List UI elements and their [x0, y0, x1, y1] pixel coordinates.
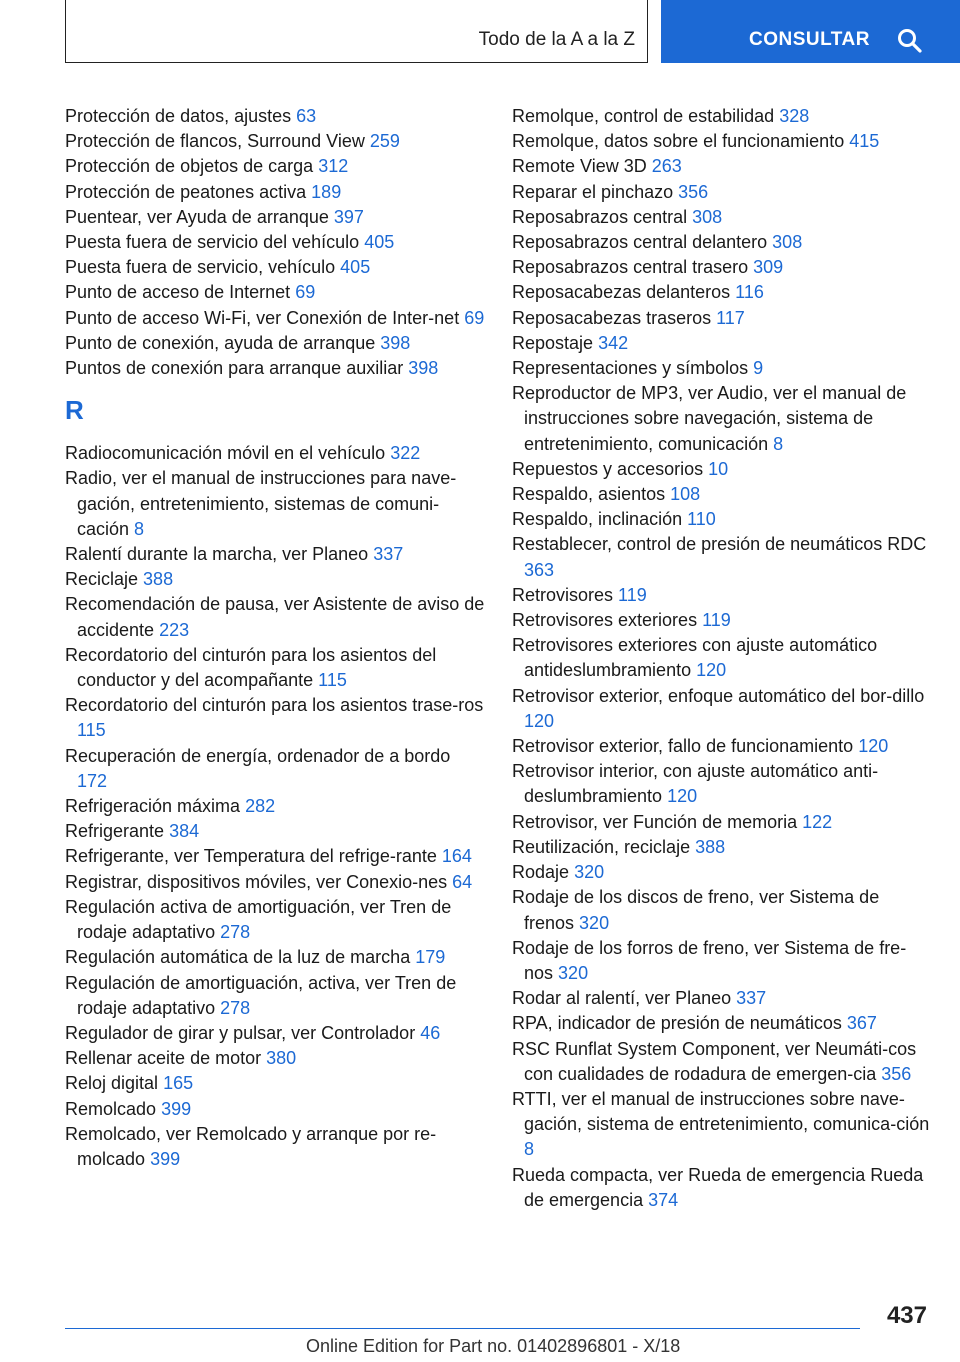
page-link[interactable]: 405 — [340, 257, 371, 278]
page-link[interactable]: 405 — [364, 232, 395, 253]
page-link[interactable]: 388 — [695, 836, 726, 857]
index-entry — [65, 1021, 485, 1046]
page-link[interactable]: 263 — [651, 156, 682, 177]
index-entry — [512, 482, 932, 507]
index-entry-text: Registrar, dispositivos móviles, ver Conexio‐nes — [65, 871, 448, 892]
index-entry-text: Remolque, control de estabilidad — [512, 106, 775, 126]
consult-label: CONSULTAR — [749, 29, 870, 50]
index-entry — [512, 860, 932, 885]
page-link[interactable]: 122 — [802, 811, 833, 832]
index-entry — [65, 971, 485, 1021]
index-entry-text: Rodaje — [512, 862, 570, 883]
index-entry-text: Respaldo, inclinación — [512, 509, 683, 530]
index-entry-text: Remolque, datos sobre el funcionamiento — [512, 131, 845, 152]
index-entry — [512, 532, 932, 582]
page-link[interactable]: 308 — [772, 232, 803, 253]
page-link[interactable]: 69 — [464, 307, 485, 328]
index-entry-text: Retrovisores — [512, 584, 614, 605]
index-entry — [65, 104, 485, 129]
index-entry — [65, 466, 485, 542]
page-link[interactable]: 115 — [318, 670, 347, 691]
index-entry-text: Rodar al ralentí, ver Planeo — [512, 988, 732, 1009]
page-link[interactable]: 172 — [77, 770, 108, 791]
index-entry-text: Regulación automática de la luz de marcha — [65, 947, 411, 968]
page-link[interactable]: 415 — [849, 131, 880, 152]
index-entry-text: Punto de acceso de Internet — [65, 282, 291, 303]
page-link[interactable]: 9 — [753, 358, 764, 379]
index-entry-text: Recordatorio del cinturón para los asientos del conductor y del acompañante — [65, 644, 437, 691]
index-entry — [65, 844, 485, 869]
index-entry — [512, 1011, 932, 1036]
index-entry — [65, 794, 485, 819]
page-link[interactable]: 10 — [708, 458, 729, 479]
index-entry — [65, 542, 485, 567]
index-entry-text: Respaldo, asientos — [512, 484, 666, 505]
index-entry — [512, 986, 932, 1011]
index-entry-text: RTTI, ver el manual de instrucciones sobre nave‐gación, sistema de entretenimiento, comunica‐ción — [512, 1088, 930, 1135]
page-link[interactable]: 108 — [670, 484, 701, 505]
index-entry-text: Reposabrazos central trasero — [512, 257, 749, 278]
index-entry-text: Protección de datos, ajustes — [65, 106, 292, 126]
index-entry — [512, 759, 932, 809]
page-link[interactable]: 342 — [598, 332, 629, 353]
index-entry-text: Restablecer, control de presión de neumáticos RDC — [512, 534, 927, 555]
index-entry-text: Protección de flancos, Surround View — [65, 131, 365, 152]
index-entry — [65, 870, 485, 895]
index-entry — [512, 306, 932, 331]
section-letter: R — [65, 395, 84, 426]
index-entry — [65, 744, 485, 794]
page-link[interactable]: 282 — [245, 796, 276, 817]
page-link[interactable]: 46 — [420, 1022, 441, 1043]
entries-section-r — [65, 441, 485, 1172]
index-entry — [512, 381, 932, 457]
index-entry-text: Rodaje de los discos de freno, ver Sistema de frenos — [512, 887, 880, 933]
page-number: 437 — [886, 1302, 927, 1329]
page-link[interactable]: 165 — [163, 1073, 194, 1094]
page-link[interactable]: 110 — [687, 509, 716, 530]
index-entry-text: Repuestos y accesorios — [512, 458, 704, 479]
index-entry — [512, 205, 932, 230]
index-entry-text: Reutilización, reciclaje — [512, 836, 691, 857]
page-link[interactable]: 259 — [369, 131, 400, 152]
page-link[interactable]: 119 — [618, 584, 647, 605]
index-entry-text: Reposabrazos central delantero — [512, 232, 768, 253]
consult-button[interactable] — [661, 0, 960, 63]
index-column-left — [65, 104, 485, 1172]
page-link[interactable]: 120 — [858, 736, 889, 757]
index-tab-label: Todo de la A a la Z — [478, 29, 635, 50]
index-entry-text: Reposabrazos central — [512, 206, 688, 227]
page-link[interactable]: 120 — [696, 660, 727, 681]
index-entry — [65, 180, 485, 205]
index-entry-text: Recordatorio del cinturón para los asientos trase‐ros — [65, 695, 484, 716]
index-entry — [65, 255, 485, 280]
page-link[interactable]: 117 — [716, 307, 745, 328]
index-entry — [65, 441, 485, 466]
index-column-right — [512, 104, 932, 1213]
index-entry — [65, 895, 485, 945]
page-link[interactable]: 388 — [143, 569, 174, 590]
index-entry — [512, 684, 932, 734]
index-entry-text: Radiocomunicación móvil en el vehículo — [65, 443, 386, 464]
index-entry-text: Retrovisor interior, con ajuste automático anti‐deslumbramiento — [512, 761, 879, 807]
index-entry — [512, 1037, 932, 1087]
index-entry-text: Puntos de conexión para arranque auxiliar — [65, 358, 404, 379]
index-entry — [512, 507, 932, 532]
index-entry — [65, 567, 485, 592]
index-entry — [512, 608, 932, 633]
index-entry-text: Refrigerante, ver Temperatura del refrige‐rante — [65, 846, 437, 867]
index-entry-text: Retrovisor exterior, enfoque automático del bor‐dillo — [512, 685, 925, 706]
page-link[interactable]: 320 — [579, 912, 610, 933]
page-link[interactable]: 399 — [161, 1098, 192, 1119]
index-entry — [65, 693, 485, 743]
index-entry-text: Reloj digital — [65, 1073, 159, 1094]
page-link[interactable]: 8 — [134, 518, 145, 539]
index-entry-text: Ralentí durante la marcha, ver Planeo — [65, 544, 369, 565]
index-entry-text: Remolcado, ver Remolcado y arranque por re‐molcado — [65, 1123, 437, 1169]
index-entry — [512, 835, 932, 860]
page-link[interactable]: 328 — [779, 106, 810, 126]
index-entry — [512, 255, 932, 280]
page-link[interactable]: 367 — [846, 1013, 877, 1034]
page-link[interactable]: 399 — [150, 1148, 181, 1169]
page-link[interactable]: 116 — [735, 282, 764, 303]
index-entry — [512, 104, 932, 129]
index-entry-text: Puesta fuera de servicio, vehículo — [65, 257, 336, 278]
index-entry-text: Reciclaje — [65, 569, 139, 590]
page-link[interactable]: 398 — [380, 332, 411, 353]
index-entry — [65, 819, 485, 844]
index-entry-text: Retrovisores exteriores con ajuste automático antideslumbramiento — [512, 635, 878, 681]
entries-before-section — [65, 104, 485, 381]
index-entry — [512, 280, 932, 305]
page-link[interactable]: 337 — [736, 988, 767, 1009]
page-link[interactable]: 320 — [558, 962, 589, 983]
page-link[interactable]: 120 — [524, 710, 555, 731]
index-entry-text: Reparar el pinchazo — [512, 181, 674, 202]
page-link[interactable]: 398 — [408, 358, 439, 379]
index-entry — [512, 129, 932, 154]
index-entry-text: Reposacabezas traseros — [512, 307, 712, 328]
page-link[interactable]: 308 — [692, 206, 723, 227]
index-entry — [512, 583, 932, 608]
index-entry-text: Rodaje de los forros de freno, ver Sistema de fre‐nos — [512, 937, 907, 983]
index-entry — [512, 230, 932, 255]
page-link[interactable]: 384 — [169, 821, 200, 842]
index-entry — [65, 331, 485, 356]
page-link[interactable]: 320 — [574, 862, 605, 883]
search-icon — [897, 28, 923, 54]
page-link[interactable]: 309 — [753, 257, 784, 278]
index-entry-text: Representaciones y símbolos — [512, 358, 749, 379]
index-entry-text: RPA, indicador de presión de neumáticos — [512, 1013, 842, 1034]
index-entry — [65, 1122, 485, 1172]
page-link[interactable]: 322 — [390, 443, 421, 464]
index-entry — [512, 734, 932, 759]
page-link[interactable]: 337 — [373, 544, 404, 565]
index-entry-text: Retrovisor exterior, fallo de funcionamiento — [512, 736, 854, 757]
page-link[interactable]: 179 — [415, 947, 446, 968]
page-link[interactable]: 69 — [295, 282, 316, 303]
page-link[interactable]: 380 — [266, 1048, 297, 1069]
page-link[interactable]: 164 — [441, 846, 472, 867]
index-entry — [65, 1071, 485, 1096]
index-entry — [65, 945, 485, 970]
page-link[interactable]: 64 — [452, 871, 473, 892]
index-entry-text: Reproductor de MP3, ver Audio, ver el manual de instrucciones sobre navegación, sistema de entretenimiento, comunicación — [512, 383, 907, 454]
index-entry-text: Punto de acceso Wi-Fi, ver Conexión de Inter‐net — [65, 307, 460, 328]
index-entry-text: Reposacabezas delanteros — [512, 282, 731, 303]
index-entry-text: Rueda compacta, ver Rueda de emergencia Rueda de emergencia — [512, 1164, 924, 1210]
index-entry-text: Retrovisor, ver Función de memoria — [512, 811, 798, 832]
index-entry — [65, 592, 485, 642]
index-entry-text: Remote View 3D — [512, 156, 647, 177]
index-entry-text: Remolcado — [65, 1098, 157, 1119]
page-link[interactable]: 189 — [311, 181, 342, 202]
footer-divider — [65, 1328, 860, 1329]
edition-footer: Online Edition for Part no. 01402896801 - X/18 — [306, 1336, 681, 1356]
page-link[interactable]: 223 — [159, 619, 190, 640]
index-entry-text: Regulación activa de amortiguación, ver Tren de rodaje adaptativo — [65, 896, 452, 943]
index-entry-text: Protección de objetos de carga — [65, 156, 314, 177]
index-entry-text: Radio, ver el manual de instrucciones para nave‐gación, entretenimiento, sistemas de comuni‐cación — [65, 468, 457, 539]
index-entry-text: Regulador de girar y pulsar, ver Controlador — [65, 1022, 416, 1043]
index-entry-text: RSC Runflat System Component, ver Neumáti‐cos con cualidades de rodadura de emergen‐cia — [512, 1038, 917, 1084]
page-link[interactable]: 278 — [220, 997, 251, 1018]
index-entry — [65, 306, 485, 331]
page-link[interactable]: 374 — [648, 1189, 679, 1210]
index-entry — [65, 205, 485, 230]
index-entry — [512, 154, 932, 179]
page-link[interactable]: 278 — [220, 922, 251, 943]
index-entry — [65, 154, 485, 179]
page-link[interactable]: 356 — [881, 1063, 912, 1084]
index-entry — [512, 1087, 932, 1163]
index-entry-text: Puentear, ver Ayuda de arranque — [65, 206, 329, 227]
index-entry-text: Protección de peatones activa — [65, 181, 307, 202]
index-entry — [512, 810, 932, 835]
index-entry-text: Refrigeración máxima — [65, 796, 241, 817]
page-link[interactable]: 119 — [702, 610, 731, 631]
page-link[interactable]: 363 — [524, 559, 555, 580]
entries-right — [512, 104, 932, 1213]
index-entry — [65, 280, 485, 305]
index-entry-text: Repostaje — [512, 332, 594, 353]
index-entry-text: Refrigerante — [65, 821, 165, 842]
index-entry — [65, 230, 485, 255]
index-entry — [65, 356, 485, 381]
page-link[interactable]: 115 — [77, 720, 106, 741]
index-tab[interactable] — [65, 0, 648, 63]
index-entry-text: Recuperación de energía, ordenador de a bordo — [65, 745, 451, 766]
index-entry — [65, 643, 485, 693]
index-entry — [512, 180, 932, 205]
index-entry-text: Rellenar aceite de motor — [65, 1048, 262, 1069]
page-link[interactable]: 397 — [333, 206, 364, 227]
index-entry — [65, 129, 485, 154]
index-entry — [512, 633, 932, 683]
index-entry — [512, 885, 932, 935]
index-entry-text: Retrovisores exteriores — [512, 610, 698, 631]
page-link[interactable]: 8 — [524, 1139, 535, 1160]
page-link[interactable]: 8 — [773, 433, 784, 454]
index-entry — [65, 1097, 485, 1122]
index-entry — [512, 936, 932, 986]
page-link[interactable]: 63 — [296, 106, 317, 126]
index-entry — [512, 356, 932, 381]
page-link[interactable]: 356 — [678, 181, 709, 202]
page-link[interactable]: 120 — [667, 786, 698, 807]
index-entry-text: Punto de conexión, ayuda de arranque — [65, 332, 376, 353]
index-entry — [512, 1163, 932, 1213]
index-entry-text: Puesta fuera de servicio del vehículo — [65, 232, 360, 253]
index-entry-text: Recomendación de pausa, ver Asistente de aviso de accidente — [65, 594, 485, 640]
index-entry — [65, 1046, 485, 1071]
index-entry — [512, 457, 932, 482]
index-entry — [512, 331, 932, 356]
index-entry-text: Regulación de amortiguación, activa, ver Tren de rodaje adaptativo — [65, 972, 457, 1018]
page-link[interactable]: 312 — [318, 156, 349, 177]
